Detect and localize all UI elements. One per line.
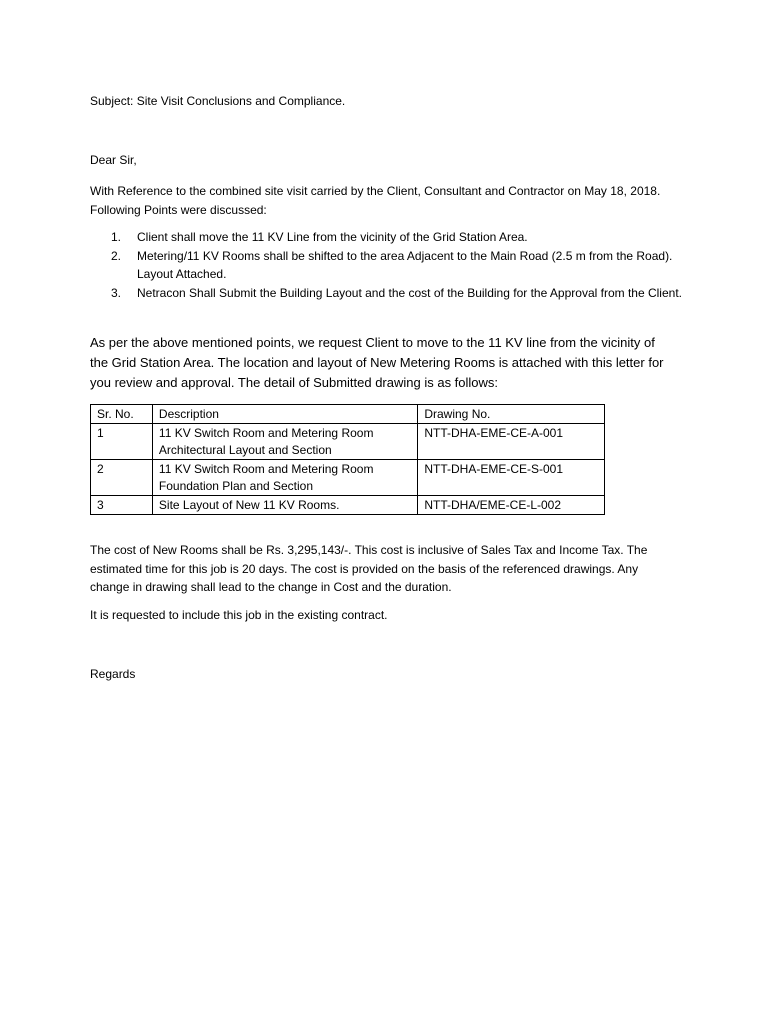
closing-request: It is requested to include this job in the existing contract.: [90, 608, 388, 622]
table-cell-description: 11 KV Switch Room and Metering Room Foundation Plan and Section: [152, 460, 417, 496]
table-cell-drawing-no: NTT-DHA/EME-CE-L-002: [418, 496, 605, 515]
table-cell-sr-no: 1: [91, 424, 153, 460]
column-header-drawing-no: Drawing No.: [418, 405, 605, 424]
table-cell-sr-no: 3: [91, 496, 153, 515]
table-header-row: [91, 405, 605, 424]
table-cell-sr-no: 2: [91, 460, 153, 496]
letter-salutation: Dear Sir,: [90, 153, 137, 167]
column-header-sr-no: Sr. No.: [91, 405, 153, 424]
list-item-number: 2.: [111, 248, 122, 263]
drawings-table: [90, 404, 605, 515]
table-row: [91, 460, 605, 496]
table-row: [91, 496, 605, 515]
list-item-number: 1.: [111, 230, 122, 244]
table-cell-drawing-no: NTT-DHA-EME-CE-S-001: [418, 460, 605, 496]
sign-off: Regards: [90, 667, 136, 681]
list-item-text: Metering/11 KV Rooms shall be shifted to the area Adjacent to the Main Road (2.5 m from the Road). Layout Attached.: [137, 248, 673, 281]
discussion-points-list: [90, 228, 690, 302]
table-row: [91, 424, 605, 460]
list-item-text: Netracon Shall Submit the Building Layout and the cost of the Building for the Approval from the Client.: [137, 285, 682, 300]
column-header-description: Description: [152, 405, 417, 424]
list-item: [90, 284, 690, 303]
table-cell-drawing-no: NTT-DHA-EME-CE-A-001: [418, 424, 605, 460]
table-cell-description: Site Layout of New 11 KV Rooms.: [152, 496, 417, 515]
request-paragraph: As per the above mentioned points, we request Client to move to the 11 KV line from the vicinity of the Grid Station Area. The location and layout of New Metering Rooms is attached with this letter for you review and approval. The detail of Submitted drawing is as follows:: [90, 335, 664, 390]
list-item: [90, 247, 690, 284]
cost-paragraph: The cost of New Rooms shall be Rs. 3,295,143/-. This cost is inclusive of Sales Tax and Income Tax. The estimated time for this job is 20 days. The cost is provided on the basis of the referenced drawings. Any change in drawing shall lead to the change in Cost and the duration.: [90, 543, 648, 594]
intro-paragraph: With Reference to the combined site visit carried by the Client, Consultant and Contractor on May 18, 2018. Following Points were discussed:: [90, 184, 661, 217]
list-item: [90, 228, 690, 247]
list-item-number: 3.: [111, 285, 122, 300]
letter-subject: Subject: Site Visit Conclusions and Compliance.: [90, 94, 346, 108]
table-cell-description: 11 KV Switch Room and Metering Room Architectural Layout and Section: [152, 424, 417, 460]
list-item-text: Client shall move the 11 KV Line from the vicinity of the Grid Station Area.: [137, 230, 528, 244]
